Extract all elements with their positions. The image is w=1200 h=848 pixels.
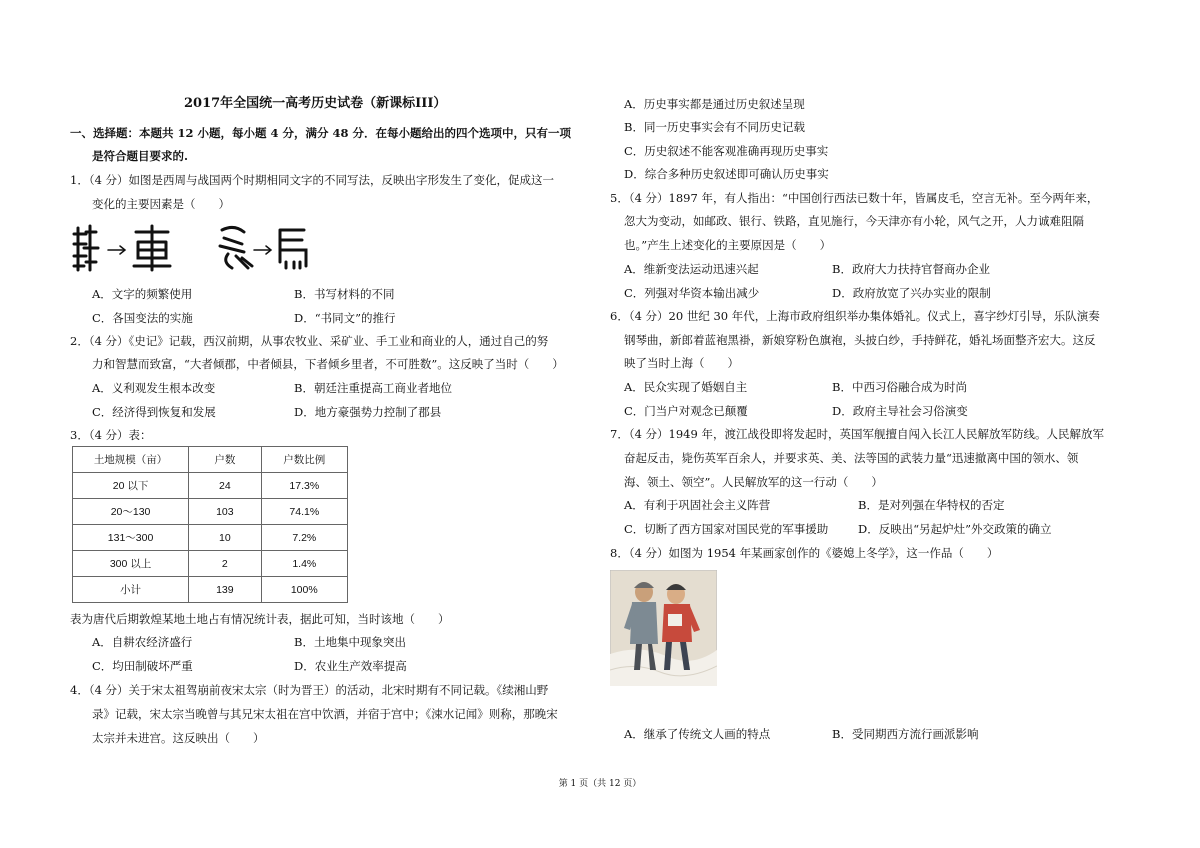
table-header-cell: 户数 <box>189 447 261 473</box>
page-title: 2017年全国统一高考历史试卷（新课标III） <box>184 96 447 111</box>
q5-stem-line3: 也。”产生上述变化的主要原因是（ ） <box>624 238 832 252</box>
q7-stem-line1: 7．（4 分）1949 年，渡江战役即将发起时，英国军舰擅自闯入长江人民解放军防线。人民解放军 <box>610 427 1104 441</box>
q7-option-d: D．反映出“另起炉灶”外交政策的确立 <box>858 522 1052 536</box>
q6-stem-line2: 钢琴曲，新郎着蓝袍黑褂，新娘穿粉色旗袍，头披白纱，手持鲜花，婚礼场面整齐宏大。这反 <box>624 333 1096 347</box>
table-header-row <box>73 447 348 473</box>
q5-stem-line2: 忽大为变动，如邮政、银行、铁路，直见施行，今天津亦有小轮，风气之开，人力诚难阻隔 <box>624 214 1084 228</box>
q2-stem-line1: 2．（4 分）《史记》记载，西汉前期，从事农牧业、采矿业、手工业和商业的人，通过自己的努 <box>70 334 549 348</box>
table-cell: 24 <box>189 473 261 499</box>
q5-stem-line1: 5．（4 分）1897 年，有人指出：“中国创行西法已数十年，皆属皮毛，空言无补。至今两年来， <box>610 191 1099 205</box>
q4-stem-line1: 4．（4 分）关于宋太祖驾崩前夜宋太宗（时为晋王）的活动，北宋时期有不同记载。《续湘山野 <box>70 683 549 697</box>
q6-option-a: A．民众实现了婚姻自主 <box>624 380 748 394</box>
q6-option-b: B．中西习俗融合成为时尚 <box>832 380 967 394</box>
q2-stem-line2: 力和智慧而致富，“大者倾郡，中者倾县，下者倾乡里者，不可胜数”。这反映了当时（ ） <box>92 357 564 371</box>
q2-option-a: A．义利观发生根本改变 <box>92 381 216 395</box>
table-cell: 20～130 <box>73 499 189 525</box>
table-cell: 20 以下 <box>73 473 189 499</box>
table-cell: 300 以上 <box>73 551 189 577</box>
q7-option-a: A．有利于巩固社会主义阵营 <box>624 498 771 512</box>
table-header-cell: 土地规模（亩） <box>73 447 189 473</box>
section-heading-line2: 是符合题目要求的. <box>92 149 189 163</box>
q2-option-c: C．经济得到恢复和发展 <box>92 405 216 419</box>
q6-stem-line3: 映了当时上海（ ） <box>624 356 739 370</box>
q5-option-c: C．列强对华资本输出减少 <box>624 286 760 300</box>
q4-stem-line2: 录》记载，宋太宗当晚曾与其兄宋太祖在宫中饮酒，并宿于宫中；《涑水记闻》则称，那晚宋 <box>92 707 558 721</box>
q7-option-b: B．是对列强在华特权的否定 <box>858 498 1005 512</box>
table-cell: 131～300 <box>73 525 189 551</box>
table-cell: 1.4% <box>261 551 347 577</box>
q8-option-a: A．继承了传统文人画的特点 <box>624 727 771 741</box>
q7-stem-line3: 海、领土、领空”。人民解放军的这一行动（ ） <box>624 475 883 489</box>
q2-option-d: D．地方豪强势力控制了郡县 <box>294 405 442 419</box>
table-cell: 2 <box>189 551 261 577</box>
q5-option-b: B．政府大力扶持官督商办企业 <box>832 262 990 276</box>
section-heading-line1: 一、选择题：本题共 12 小题，每小题 4 分，满分 48 分．在每小题给出的四个选项中，只有一项 <box>70 126 572 140</box>
q6-option-c: C．门当户对观念已颠覆 <box>624 404 748 418</box>
q4-option-d: D．综合多种历史叙述即可确认历史事实 <box>624 167 829 181</box>
q5-option-a: A．维新变法运动迅速兴起 <box>624 262 759 276</box>
painting-image <box>610 570 717 686</box>
q4-option-a: A．历史事实都是通过历史叙述呈现 <box>624 97 805 111</box>
table-row <box>73 551 348 577</box>
q6-option-d: D．政府主导社会习俗演变 <box>832 404 968 418</box>
q3-option-c: C．均田制破坏严重 <box>92 659 193 673</box>
q4-stem-line3: 太宗并未进宫。这反映出（ ） <box>92 731 265 745</box>
table-cell: 17.3% <box>261 473 347 499</box>
table-cell: 74.1% <box>261 499 347 525</box>
land-statistics-table <box>72 446 348 603</box>
q3-stem-line1: 3．（4 分）表： <box>70 428 152 442</box>
q8-stem-line1: 8．（4 分）如图为 1954 年某画家创作的《婆媳上冬学》，这一作品（ ） <box>610 546 999 560</box>
q3-option-a: A．自耕农经济盛行 <box>92 635 193 649</box>
table-row <box>73 499 348 525</box>
page-footer: 第 1 页（共 12 页） <box>558 779 642 789</box>
q3-stem-line2: 表为唐代后期敦煌某地土地占有情况统计表，据此可知，当时该地（ ） <box>70 612 450 626</box>
q2-option-b: B．朝廷注重提高工商业者地位 <box>294 381 452 395</box>
table-cell: 小计 <box>73 577 189 603</box>
table-row <box>73 577 348 603</box>
q3-option-d: D．农业生产效率提高 <box>294 659 407 673</box>
q7-stem-line2: 奋起反击，毙伤英军百余人，并要求英、美、法等国的武装力量“迅速撤离中国的领水、领 <box>624 451 1079 465</box>
q1-option-a: A．文字的频繁使用 <box>92 287 193 301</box>
ancient-characters-figure <box>72 222 332 274</box>
q4-option-b: B．同一历史事实会有不同历史记载 <box>624 120 805 134</box>
table-cell: 7.2% <box>261 525 347 551</box>
q1-option-c: C．各国变法的实施 <box>92 311 193 325</box>
q5-option-d: D．政府放宽了兴办实业的限制 <box>832 286 991 300</box>
table-cell: 139 <box>189 577 261 603</box>
q4-option-c: C．历史叙述不能客观准确再现历史事实 <box>624 144 829 158</box>
table-row <box>73 473 348 499</box>
q1-option-d: D．“书同文”的推行 <box>294 311 396 325</box>
table-cell: 103 <box>189 499 261 525</box>
q7-option-c: C．切断了西方国家对国民党的军事援助 <box>624 522 829 536</box>
table-header-cell: 户数比例 <box>261 447 347 473</box>
q1-stem-line2: 变化的主要因素是（ ） <box>92 197 230 211</box>
q6-stem-line1: 6．（4 分）20 世纪 30 年代，上海市政府组织举办集体婚礼。仪式上，喜字纱灯引导，乐队演奏 <box>610 309 1100 323</box>
q1-option-b: B．书写材料的不同 <box>294 287 395 301</box>
q8-option-b: B．受同期西方流行画派影响 <box>832 727 979 741</box>
table-cell: 10 <box>189 525 261 551</box>
table-cell: 100% <box>261 577 347 603</box>
q3-option-b: B．土地集中现象突出 <box>294 635 406 649</box>
table-row <box>73 525 348 551</box>
q1-stem-line1: 1．（4 分）如图是西周与战国两个时期相同文字的不同写法，反映出字形发生了变化，促成这一 <box>70 173 555 187</box>
